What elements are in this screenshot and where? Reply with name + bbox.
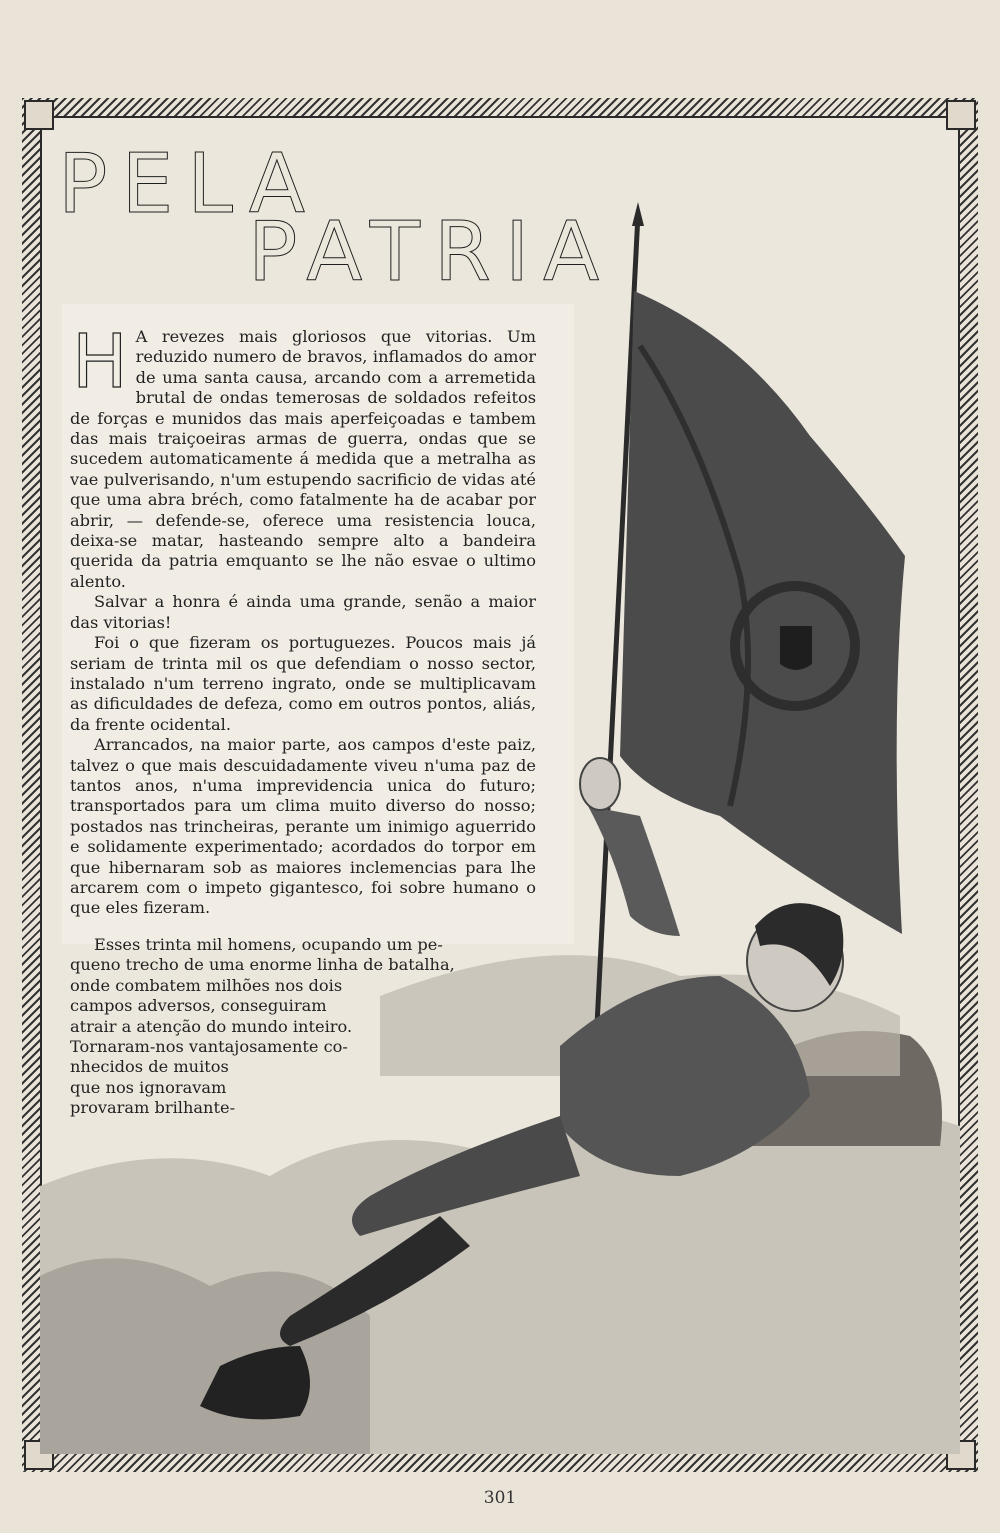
text-line: que nos ignoravam <box>70 1077 227 1097</box>
flag-shield <box>780 626 812 670</box>
paragraph <box>70 319 536 592</box>
page-number: 301 <box>483 1488 517 1508</box>
paragraph: Arrancados, na maior parte, aos campos d'este paiz, talvez o que mais descuidadamente viveu n'uma paz de tantos anos, n'uma imprevidencia unica do futuro; transportados para um clima muito diverso do nosso; postados nas trincheiras, perante um inimigo aguerrido e solidamente experimentado; acordados do torpor em que hibernaram sob as maiores inclemencias para lhe arcarem com o impeto gigantesco, foi sobre humano o que eles fizeram. <box>70 735 536 918</box>
article-body <box>70 319 536 919</box>
title-line-2: PATRIA <box>248 205 614 300</box>
drop-cap: H <box>72 319 128 405</box>
hand <box>580 758 620 810</box>
text-line: atrair a atenção do mundo inteiro. <box>70 1016 353 1036</box>
title-line-1: PELA <box>58 137 319 232</box>
text-line: onde combatem milhões nos dois <box>70 975 343 995</box>
text-line: queno trecho de uma enorme linha de batalha, <box>70 955 455 975</box>
paragraph: Foi o que fizeram os portuguezes. Poucos mais já seriam de trinta mil os que defendiam o nosso sector, instalado n'um terreno ingrato, onde se multiplicavam as dificuldades de defeza, como em outros pontos, aliás, da frente ocidental. <box>70 633 536 734</box>
text-line: Tornaram-nos vantajosamente co- <box>70 1037 348 1057</box>
paragraph-text: A revezes mais gloriosos que vitorias. Um reduzido numero de bravos, inflamados do amor de uma santa causa, arcando com a arremetida brutal de ondas temerosas de soldados refeitos de forças e munidos das mais aperfeiçoadas e tambem das mais traiçoeiras armas de guerra, ondas que se sucedem automaticamente á medida que a metralha as vae pulverisando, n'um estupendo sacrificio de vidas até que uma abra bréch, como fatalmente ha de acabar por abrir, — defende-se, oferece uma resistencia louca, deixa-se matar, hasteando sempre alto a bandeira querida da patria emquanto se lhe não esvae o ultimo alento. <box>70 327 536 591</box>
paragraph: Salvar a honra é ainda uma grande, senão a maior das vitorias! <box>70 592 536 632</box>
text-line: nhecidos de muitos <box>70 1057 229 1077</box>
text-line: provaram brilhante- <box>70 1098 236 1118</box>
text-line: campos adversos, conseguiram <box>70 996 327 1016</box>
pole-spearhead <box>632 202 644 226</box>
text-line: Esses trinta mil homens, ocupando um pe- <box>94 935 443 954</box>
rocks <box>40 1258 370 1454</box>
article-tail <box>70 935 500 1119</box>
